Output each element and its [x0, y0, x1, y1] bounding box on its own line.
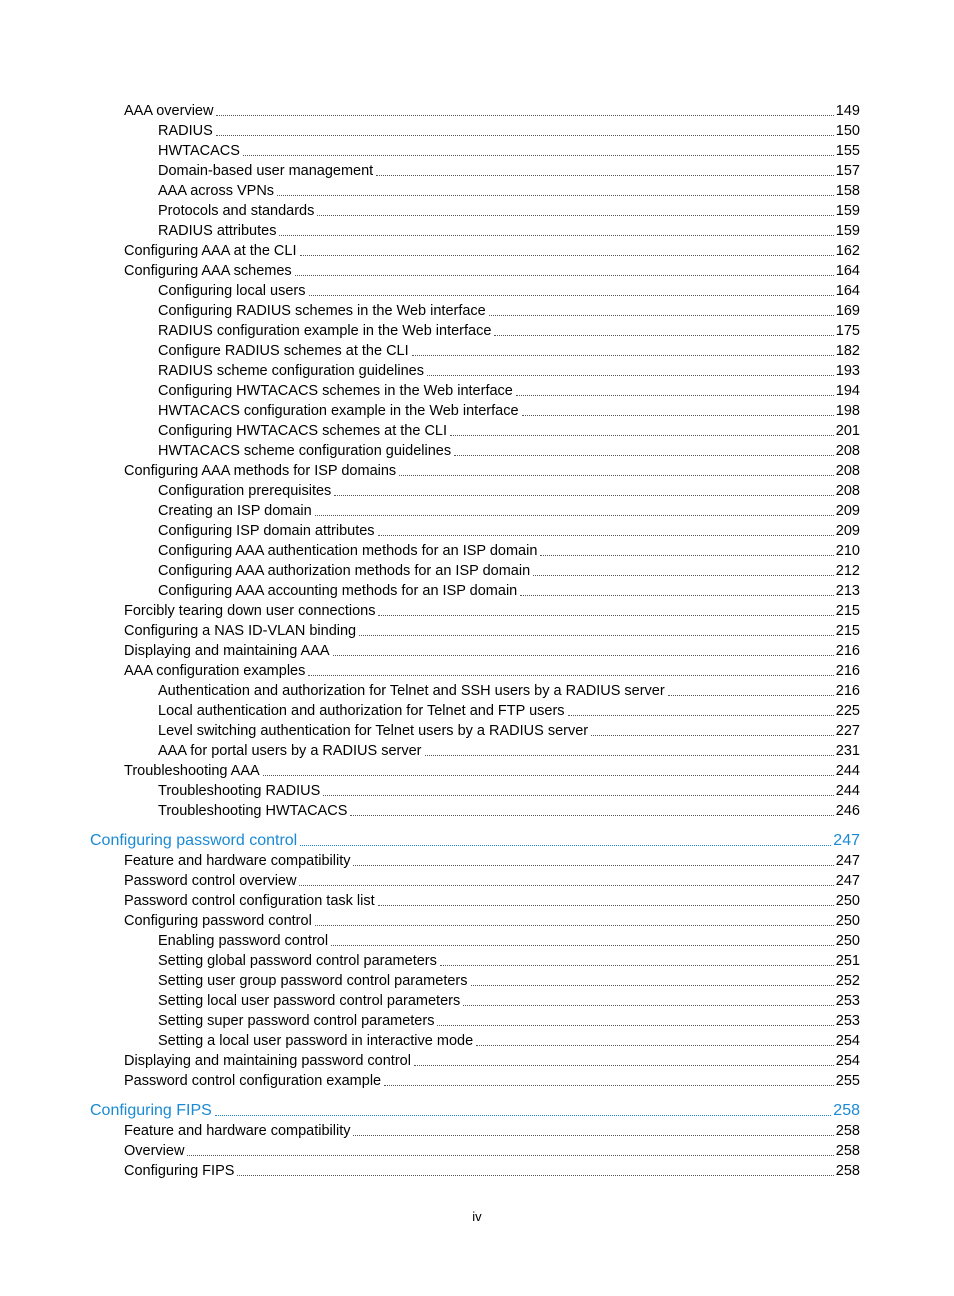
toc-entry-title: Feature and hardware compatibility — [124, 1123, 351, 1139]
toc-entry-page: 175 — [835, 323, 860, 339]
toc-subsection-entry[interactable] — [0, 700, 860, 720]
toc-entry-title: Level switching authentication for Telnet users by a RADIUS server — [158, 723, 589, 739]
toc-entry-title: Configuring RADIUS schemes in the Web interface — [158, 303, 486, 319]
toc-dot-leader — [315, 925, 834, 926]
toc-dot-leader — [263, 775, 834, 776]
toc-entry-page: 212 — [835, 563, 860, 579]
toc-entry-title: Configuring local users — [158, 283, 306, 299]
toc-entry-page: 159 — [835, 203, 860, 219]
toc-entry-page: 250 — [835, 913, 860, 929]
toc-entry-page: 162 — [835, 243, 860, 259]
toc-entry-page: 169 — [835, 303, 860, 319]
toc-section-entry[interactable] — [0, 870, 860, 890]
toc-subsection-entry[interactable] — [0, 180, 860, 200]
toc-entry-page: 150 — [835, 123, 860, 139]
toc-dot-leader — [668, 695, 834, 696]
toc-entry-page: 258 — [835, 1143, 860, 1159]
toc-entry-page: 164 — [835, 283, 860, 299]
toc-section-entry[interactable] — [0, 1070, 860, 1090]
toc-dot-leader — [412, 355, 834, 356]
toc-dot-leader — [309, 295, 834, 296]
toc-entry-title: Password control configuration task list — [124, 893, 375, 909]
toc-entry-title: Configuring HWTACACS schemes at the CLI — [158, 423, 448, 439]
toc-entry-title: Configuring AAA schemes — [124, 263, 292, 279]
toc-dot-leader — [414, 1065, 834, 1066]
toc-entry-page: 216 — [835, 683, 860, 699]
toc-dot-leader — [376, 175, 834, 176]
toc-entry-page: 254 — [835, 1033, 860, 1049]
toc-section-entry[interactable] — [0, 260, 860, 280]
toc-dot-leader — [463, 1005, 834, 1006]
toc-entry-page: 149 — [835, 103, 860, 119]
toc-dot-leader — [295, 275, 834, 276]
toc-dot-leader — [425, 755, 834, 756]
toc-entry-title: Protocols and standards — [158, 203, 315, 219]
toc-entry-title: Troubleshooting RADIUS — [158, 783, 321, 799]
toc-section-entry[interactable] — [0, 620, 860, 640]
toc-entry-page: 201 — [835, 423, 860, 439]
toc-dot-leader — [454, 455, 834, 456]
toc-entry-page: 213 — [835, 583, 860, 599]
toc-subsection-entry[interactable] — [0, 580, 860, 600]
toc-subsection-entry[interactable] — [0, 420, 860, 440]
toc-entry-title: Configuring password control — [124, 913, 312, 929]
toc-subsection-entry[interactable] — [0, 200, 860, 220]
toc-entry-title: RADIUS — [158, 123, 213, 139]
toc-dot-leader — [353, 865, 833, 866]
toc-entry-title: HWTACACS scheme configuration guidelines — [158, 443, 452, 459]
toc-section-entry[interactable] — [0, 460, 860, 480]
toc-dot-leader — [300, 845, 831, 846]
toc-section-entry[interactable] — [0, 1140, 860, 1160]
toc-entry-page: 254 — [835, 1053, 860, 1069]
toc-entry-title: Password control overview — [124, 873, 297, 889]
toc-entry-title: Configure RADIUS schemes at the CLI — [158, 343, 409, 359]
toc-dot-leader — [317, 215, 833, 216]
toc-entry-page: 247 — [833, 832, 860, 849]
toc-subsection-entry[interactable] — [0, 300, 860, 320]
toc-dot-leader — [277, 195, 834, 196]
toc-entry-page: 244 — [835, 763, 860, 779]
toc-dot-leader — [378, 535, 834, 536]
toc-section-entry[interactable] — [0, 760, 860, 780]
toc-dot-leader — [187, 1155, 833, 1156]
toc-entry-title: AAA for portal users by a RADIUS server — [158, 743, 422, 759]
toc-entry-page: 208 — [835, 483, 860, 499]
toc-entry-title: Troubleshooting AAA — [124, 763, 260, 779]
toc-entry-title: Configuring a NAS ID-VLAN binding — [124, 623, 357, 639]
toc-entry-page: 251 — [835, 953, 860, 969]
toc-entry-page: 258 — [833, 1102, 860, 1119]
toc-entry-page: 215 — [835, 603, 860, 619]
toc-section-entry[interactable] — [0, 660, 860, 680]
toc-section-entry[interactable] — [0, 1050, 860, 1070]
toc-section-entry[interactable] — [0, 600, 860, 620]
toc-entry-page: 208 — [835, 443, 860, 459]
toc-entry-title: Setting a local user password in interactive mode — [158, 1033, 474, 1049]
toc-subsection-entry[interactable] — [0, 380, 860, 400]
toc-dot-leader — [591, 735, 834, 736]
toc-entry-page: 247 — [835, 873, 860, 889]
toc-entry-title: Configuring FIPS — [90, 1102, 212, 1119]
toc-dot-leader — [437, 1025, 833, 1026]
toc-subsection-entry[interactable] — [0, 480, 860, 500]
page-number: iv — [472, 1209, 482, 1224]
toc-subsection-entry[interactable] — [0, 1010, 860, 1030]
toc-entry-page: 216 — [835, 663, 860, 679]
toc-subsection-entry[interactable] — [0, 740, 860, 760]
toc-subsection-entry[interactable] — [0, 440, 860, 460]
toc-dot-leader — [378, 615, 833, 616]
toc-dot-leader — [216, 135, 834, 136]
toc-subsection-entry[interactable] — [0, 540, 860, 560]
toc-dot-leader — [533, 575, 834, 576]
toc-entry-title: RADIUS configuration example in the Web interface — [158, 323, 492, 339]
toc-dot-leader — [323, 795, 834, 796]
toc-dot-leader — [299, 885, 833, 886]
toc-entry-page: 193 — [835, 363, 860, 379]
toc-section-entry[interactable] — [0, 910, 860, 930]
toc-subsection-entry[interactable] — [0, 780, 860, 800]
toc-chapter-entry[interactable] — [0, 830, 860, 850]
toc-entry-title: Configuring AAA authorization methods for an ISP domain — [158, 563, 531, 579]
toc-entry-title: Configuring AAA authentication methods for an ISP domain — [158, 543, 538, 559]
toc-entry-title: Displaying and maintaining password control — [124, 1053, 411, 1069]
toc-entry-page: 250 — [835, 893, 860, 909]
toc-dot-leader — [243, 155, 834, 156]
toc-subsection-entry[interactable] — [0, 720, 860, 740]
toc-section-entry[interactable] — [0, 850, 860, 870]
toc-dot-leader — [334, 495, 834, 496]
toc-dot-leader — [308, 675, 833, 676]
toc-entry-title: HWTACACS configuration example in the Web interface — [158, 403, 519, 419]
toc-entry-page: 253 — [835, 993, 860, 1009]
toc-entry-title: Forcibly tearing down user connections — [124, 603, 376, 619]
toc-entry-page: 247 — [835, 853, 860, 869]
toc-entry-title: AAA across VPNs — [158, 183, 275, 199]
toc-entry-title: Feature and hardware compatibility — [124, 853, 351, 869]
toc-entry-page: 209 — [835, 523, 860, 539]
toc-dot-leader — [522, 415, 834, 416]
toc-dot-leader — [350, 815, 833, 816]
toc-entry-title: Overview — [124, 1143, 185, 1159]
toc-subsection-entry[interactable] — [0, 220, 860, 240]
toc-dot-leader — [471, 985, 834, 986]
toc-subsection-entry[interactable] — [0, 680, 860, 700]
toc-subsection-entry[interactable] — [0, 160, 860, 180]
toc-chapter-entry[interactable] — [0, 1100, 860, 1120]
toc-subsection-entry[interactable] — [0, 930, 860, 950]
toc-subsection-entry[interactable] — [0, 560, 860, 580]
toc-entry-page: 209 — [835, 503, 860, 519]
toc-entry-page: 216 — [835, 643, 860, 659]
toc-section-entry[interactable] — [0, 890, 860, 910]
toc-entry-page: 215 — [835, 623, 860, 639]
toc-entry-title: Domain-based user management — [158, 163, 374, 179]
toc-subsection-entry[interactable] — [0, 340, 860, 360]
toc-section-entry[interactable] — [0, 1120, 860, 1140]
toc-entry-title: RADIUS attributes — [158, 223, 277, 239]
toc-entry-title: AAA configuration examples — [124, 663, 306, 679]
toc-entry-title: Configuring AAA methods for ISP domains — [124, 463, 397, 479]
toc-subsection-entry[interactable] — [0, 400, 860, 420]
toc-entry-page: 208 — [835, 463, 860, 479]
toc-entry-page: 159 — [835, 223, 860, 239]
toc-entry-title: Configuring AAA at the CLI — [124, 243, 297, 259]
toc-entry-title: Setting local user password control parameters — [158, 993, 461, 1009]
toc-dot-leader — [516, 395, 834, 396]
toc-dot-leader — [279, 235, 833, 236]
toc-subsection-entry[interactable] — [0, 500, 860, 520]
toc-entry-title: Setting user group password control parameters — [158, 973, 468, 989]
toc-subsection-entry[interactable] — [0, 360, 860, 380]
toc-dot-leader — [216, 115, 833, 116]
toc-entry-page: 155 — [835, 143, 860, 159]
toc-entry-page: 250 — [835, 933, 860, 949]
toc-dot-leader — [476, 1045, 834, 1046]
toc-subsection-entry[interactable] — [0, 1030, 860, 1050]
toc-entry-title: Configuring ISP domain attributes — [158, 523, 375, 539]
toc-entry-title: Password control configuration example — [124, 1073, 382, 1089]
toc-dot-leader — [331, 945, 834, 946]
toc-entry-title: Configuring password control — [90, 832, 298, 849]
toc-entry-page: 157 — [835, 163, 860, 179]
toc-entry-title: RADIUS scheme configuration guidelines — [158, 363, 424, 379]
toc-entry-page: 210 — [835, 543, 860, 559]
toc-entry-title: Configuring AAA accounting methods for an ISP domain — [158, 583, 518, 599]
toc-dot-leader — [440, 965, 834, 966]
toc-entry-title: AAA overview — [124, 103, 214, 119]
toc-subsection-entry[interactable] — [0, 280, 860, 300]
toc-section-entry[interactable] — [0, 1160, 860, 1180]
toc-entry-title: Creating an ISP domain — [158, 503, 312, 519]
toc-dot-leader — [568, 715, 834, 716]
toc-dot-leader — [450, 435, 834, 436]
toc-entry-page: 252 — [835, 973, 860, 989]
toc-section-entry[interactable] — [0, 240, 860, 260]
toc-entry-title: Enabling password control — [158, 933, 329, 949]
toc-entry-title: Configuration prerequisites — [158, 483, 332, 499]
toc-dot-leader — [520, 595, 834, 596]
toc-entry-page: 253 — [835, 1013, 860, 1029]
toc-subsection-entry[interactable] — [0, 970, 860, 990]
toc-section-entry[interactable] — [0, 640, 860, 660]
toc-entry-page: 198 — [835, 403, 860, 419]
toc-entry-title: Setting global password control parameters — [158, 953, 437, 969]
toc-entry-page: 182 — [835, 343, 860, 359]
toc-dot-leader — [333, 655, 834, 656]
toc-entry-page: 258 — [835, 1163, 860, 1179]
toc-dot-leader — [353, 1135, 833, 1136]
toc-entry-title: Setting super password control parameters — [158, 1013, 435, 1029]
toc-entry-title: Troubleshooting HWTACACS — [158, 803, 348, 819]
toc-entry-title: HWTACACS — [158, 143, 240, 159]
toc-subsection-entry[interactable] — [0, 140, 860, 160]
toc-dot-leader — [427, 375, 834, 376]
toc-subsection-entry[interactable] — [0, 950, 860, 970]
toc-dot-leader — [215, 1115, 831, 1116]
toc-subsection-entry[interactable] — [0, 520, 860, 540]
toc-dot-leader — [237, 1175, 833, 1176]
toc-entry-page: 244 — [835, 783, 860, 799]
toc-subsection-entry[interactable] — [0, 120, 860, 140]
toc-entry-page: 231 — [835, 743, 860, 759]
toc-entry-title: Configuring FIPS — [124, 1163, 235, 1179]
toc-dot-leader — [384, 1085, 834, 1086]
toc-dot-leader — [494, 335, 833, 336]
toc-dot-leader — [489, 315, 834, 316]
toc-entry-title: Local authentication and authorization for Telnet and FTP users — [158, 703, 565, 719]
toc-dot-leader — [378, 905, 834, 906]
toc-entry-page: 246 — [835, 803, 860, 819]
toc-entry-title: Displaying and maintaining AAA — [124, 643, 330, 659]
toc-dot-leader — [359, 635, 834, 636]
toc-entry-page: 227 — [835, 723, 860, 739]
toc-section-entry[interactable] — [0, 100, 860, 120]
toc-subsection-entry[interactable] — [0, 990, 860, 1010]
toc-dot-leader — [300, 255, 834, 256]
toc-dot-leader — [399, 475, 834, 476]
table-of-contents — [0, 100, 954, 1180]
toc-entry-page: 225 — [835, 703, 860, 719]
toc-entry-page: 158 — [835, 183, 860, 199]
toc-subsection-entry[interactable] — [0, 320, 860, 340]
toc-dot-leader — [315, 515, 834, 516]
toc-entry-title: Configuring HWTACACS schemes in the Web interface — [158, 383, 513, 399]
toc-entry-page: 255 — [835, 1073, 860, 1089]
toc-entry-title: Authentication and authorization for Telnet and SSH users by a RADIUS server — [158, 683, 665, 699]
toc-entry-page: 258 — [835, 1123, 860, 1139]
toc-entry-page: 164 — [835, 263, 860, 279]
toc-dot-leader — [540, 555, 833, 556]
toc-subsection-entry[interactable] — [0, 800, 860, 820]
toc-entry-page: 194 — [835, 383, 860, 399]
